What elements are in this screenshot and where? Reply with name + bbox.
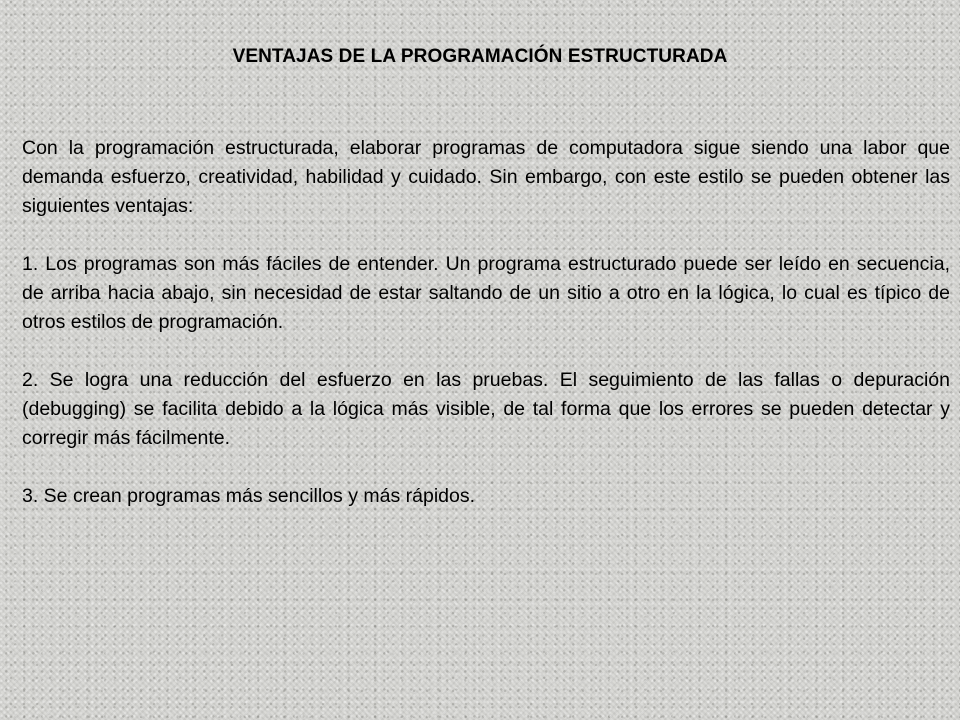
slide-body <box>22 134 950 540</box>
advantage-3-paragraph: 3. Se crean programas más sencillos y más rápidos. <box>22 485 476 507</box>
advantage-2-paragraph: 2. Se logra una reducción del esfuerzo en las pruebas. El seguimiento de las fallas o depuración (debugging) se facilita debido a la lógica más visible, de tal forma que los errores se pueden detectar y corregir más fácilmente. <box>22 369 950 449</box>
advantage-1-paragraph: 1. Los programas son más fáciles de entender. Un programa estructurado puede ser leído en secuencia, de arriba hacia abajo, sin necesidad de estar saltando de un sitio a otro en la lógica, lo cual es típico de otros estilos de programación. <box>22 253 950 333</box>
slide-title: VENTAJAS DE LA PROGRAMACIÓN ESTRUCTURADA <box>232 46 728 67</box>
intro-paragraph: Con la programación estructurada, elaborar programas de computadora sigue siendo una labor que demanda esfuerzo, creatividad, habilidad y cuidado. Sin embargo, con este estilo se pueden obtener las siguientes ventajas: <box>22 137 950 217</box>
